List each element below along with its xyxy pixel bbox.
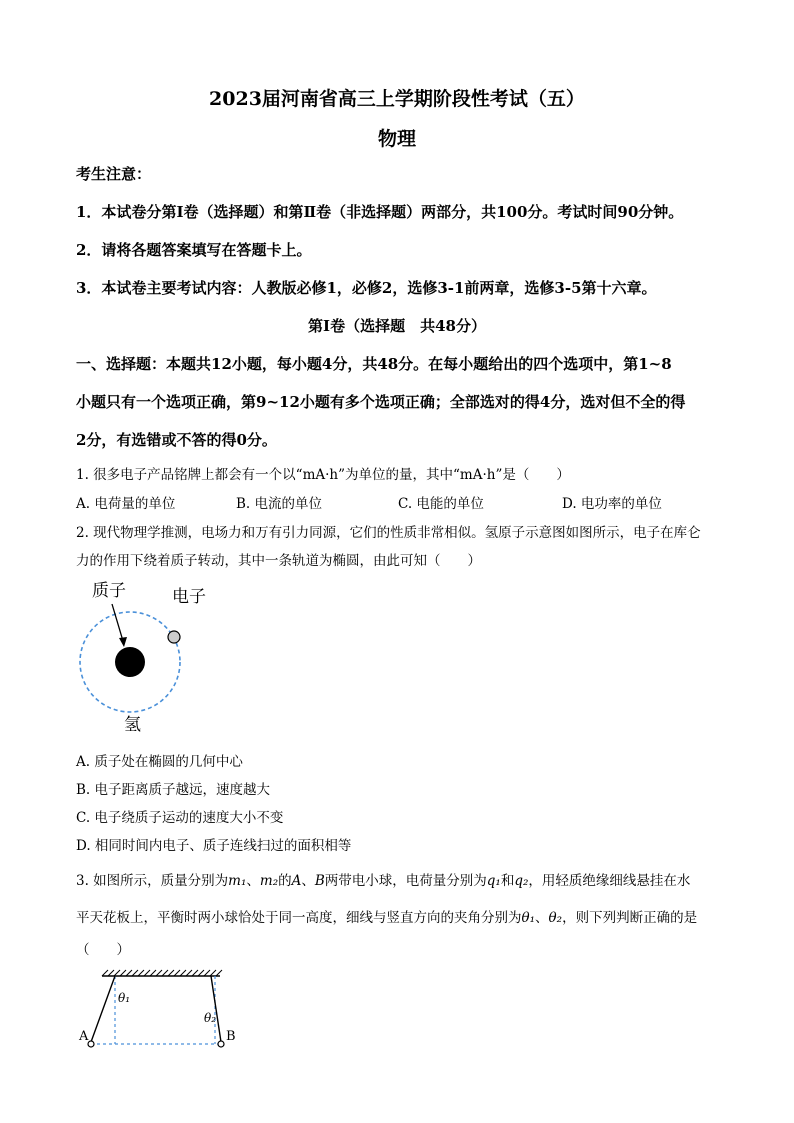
theta1-label: θ₁ <box>118 991 131 1005</box>
q2-option-b: B. 电子距离质子越远，速度越大 <box>76 782 271 798</box>
hanging-balls-figure <box>72 962 242 1054</box>
ball-a-name: A <box>291 873 302 889</box>
q1-option-b: B. 电流的单位 <box>236 496 323 512</box>
q3-stem-line-3: （ ） <box>76 942 130 958</box>
proton-arrow <box>112 604 123 641</box>
subject-title: 物理 <box>377 128 416 150</box>
mass-m2: m₂ <box>259 873 279 889</box>
ball-b-name: B <box>314 873 325 889</box>
section-instruction-line-3: 2分，有选错或不答的得0分。 <box>76 431 277 449</box>
proton-label: 质子 <box>92 581 126 601</box>
q1-stem: 1. 很多电子产品铭牌上都会有一个以“mA·h”为单位的量，其中“mA·h”是（ ） <box>76 467 570 483</box>
charge-q1: q₁ <box>486 873 501 889</box>
q2-stem-line-2: 力的作用下绕着质子转动，其中一条轨道为椭圆，由此可知（ ） <box>76 553 481 569</box>
q3-text-5: 和 <box>500 873 515 889</box>
hydrogen-atom-figure <box>74 578 214 738</box>
q3-line2-text-1: 平天花板上，平衡时两小球恰处于同一高度，细线与竖直方向的夹角分别为 <box>76 910 522 926</box>
atom-label: 氢 <box>124 715 141 735</box>
q1-option-c: C. 电能的单位 <box>398 496 484 512</box>
q2-option-c: C. 电子绕质子运动的速度大小不变 <box>76 810 284 826</box>
angle-theta1: θ₁ <box>521 910 536 926</box>
angle-theta2: θ₂ <box>548 910 563 926</box>
electron-dot <box>168 631 180 643</box>
notice-heading: 考生注意： <box>76 165 152 183</box>
q3-sep-1: 、 <box>246 873 260 889</box>
notice-item-1: 1．本试卷分第Ⅰ卷（选择题）和第Ⅱ卷（非选择题）两部分，共100分。考试时间90分钟。 <box>76 203 684 221</box>
proton-dot <box>115 647 145 677</box>
q3-line2-sep: 、 <box>535 910 549 926</box>
q2-option-d: D. 相同时间内电子、质子连线扫过的面积相等 <box>76 838 352 854</box>
section-instruction-line-2: 小题只有一个选项正确，第9~12小题有多个选项正确；全部选对的得4分，选对但不全的得 <box>76 393 686 411</box>
notice-item-2: 2．请将各题答案填写在答题卡上。 <box>76 241 312 259</box>
exam-title: 2023届河南省高三上学期阶段性考试（五） <box>209 88 585 110</box>
q3-text-2: 的 <box>278 873 292 889</box>
q3-stem-line-2 <box>76 906 697 926</box>
ball-b <box>218 1041 224 1047</box>
proton-arrowhead <box>119 637 127 647</box>
ball-b-label: B <box>226 1029 236 1044</box>
thread-a <box>91 976 115 1042</box>
mass-m1: m₁ <box>228 873 247 889</box>
q3-text-3: 、 <box>301 873 315 889</box>
theta2-label: θ₂ <box>204 1011 217 1025</box>
ball-a-label: A <box>79 1029 89 1044</box>
q3-stem-line-1 <box>76 869 690 889</box>
q3-text-4: 两带电小球，电荷量分别为 <box>324 873 487 889</box>
q1-option-d: D. 电功率的单位 <box>562 496 662 512</box>
q2-stem-line-1: 2. 现代物理学推测，电场力和万有引力同源，它们的性质非常相似。氢原子示意图如图所示，电子在库仑 <box>76 525 701 541</box>
ceiling-hatching <box>102 970 222 976</box>
section-title: 第Ⅰ卷（选择题 共48分） <box>308 317 486 335</box>
thread-b <box>211 976 221 1042</box>
electron-label: 电子 <box>172 587 206 607</box>
q1-option-a: A. 电荷量的单位 <box>76 496 176 512</box>
q2-option-a: A. 质子处在椭圆的几何中心 <box>76 754 243 770</box>
charge-q2: q₂ <box>514 873 529 889</box>
q3-text-6: ，用轻质绝缘细线悬挂在水 <box>528 873 691 889</box>
ball-a <box>88 1041 94 1047</box>
notice-item-3: 3．本试卷主要考试内容：人教版必修1，必修2，选修3-1前两章，选修3-5第十六章。 <box>76 279 657 297</box>
q3-text-1: 3. 如图所示，质量分别为 <box>76 873 229 889</box>
q3-line2-text-2: ，则下列判断正确的是 <box>562 910 698 926</box>
section-instruction-line-1: 一、选择题：本题共12小题，每小题4分，共48分。在每小题给出的四个选项中，第1~8 <box>76 355 672 373</box>
